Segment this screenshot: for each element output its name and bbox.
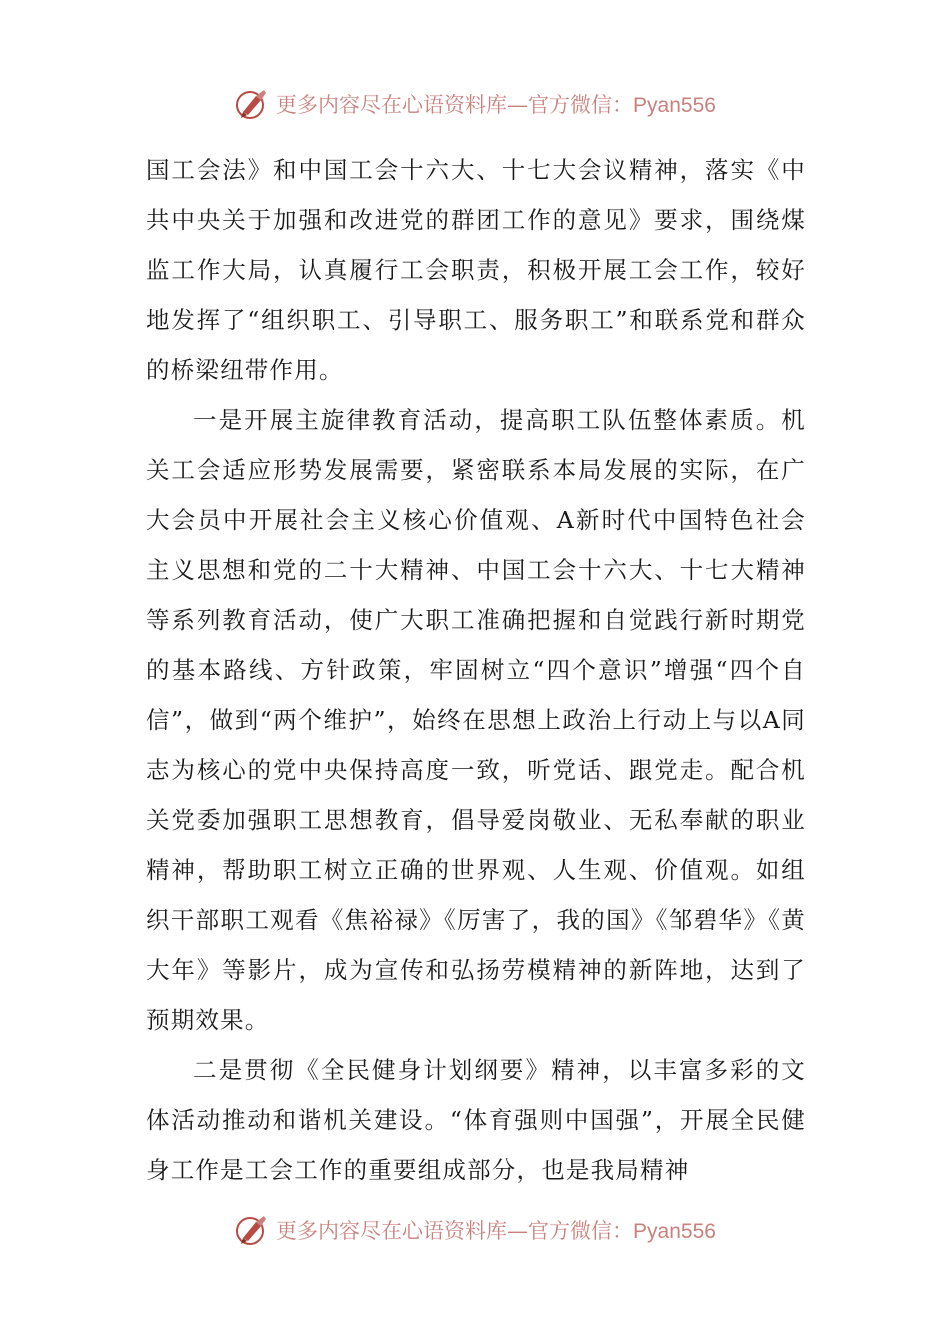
document-body: [146, 145, 806, 1195]
paragraph-point-one: 一是开展主旋律教育活动，提高职工队伍整体素质。机关工会适应形势发展需要，紧密联系本局发展的实际，在广大会员中开展社会主义核心价值观、A新时代中国特色社会主义思想和党的二十大精神、中国工会十六大、十七大精神等系列教育活动，使广大职工准确把握和自觉践行新时期党的基本路线、方针政策，牢固树立“四个意识”增强“四个自信”，做到“两个维护”，始终在思想上政治上行动上与以A同志为核心的党中央保持高度一致，听党话、跟党走。配合机关党委加强职工思想教育，倡导爱岗敬业、无私奉献的职业精神，帮助职工树立正确的世界观、人生观、价值观。如组织干部职工观看《焦裕禄》《厉害了，我的国》《邹碧华》《黄大年》等影片，成为宣传和弘扬劳模精神的新阵地，达到了预期效果。: [146, 406, 806, 1034]
wechat-id: Pyan556: [633, 1220, 716, 1243]
header-banner: [0, 84, 950, 124]
banner-text: 更多内容尽在心语资料库—官方微信：Pyan556: [276, 1219, 716, 1243]
wechat-id: Pyan556: [633, 94, 716, 117]
pen-nib-logo-icon: [234, 1212, 270, 1248]
paragraph-intro: 国工会法》和中国工会十六大、十七大会议精神，落实《中共中央关于加强和改进党的群团工作的意见》要求，围绕煤监工作大局，认真履行工会职责，积极开展工会工作，较好地发挥了“组织职工、引导职工、服务职工”和联系党和群众的桥梁纽带作用。: [146, 156, 806, 384]
banner-text: 更多内容尽在心语资料库—官方微信：Pyan556: [276, 93, 716, 117]
paragraph-point-two: 二是贯彻《全民健身计划纲要》精神，以丰富多彩的文体活动推动和谐机关建设。“体育强则中国强”，开展全民健身工作是工会工作的重要组成部分，也是我局精神: [146, 1056, 806, 1184]
footer-banner: [0, 1210, 950, 1250]
pen-nib-logo-icon: [234, 86, 270, 122]
